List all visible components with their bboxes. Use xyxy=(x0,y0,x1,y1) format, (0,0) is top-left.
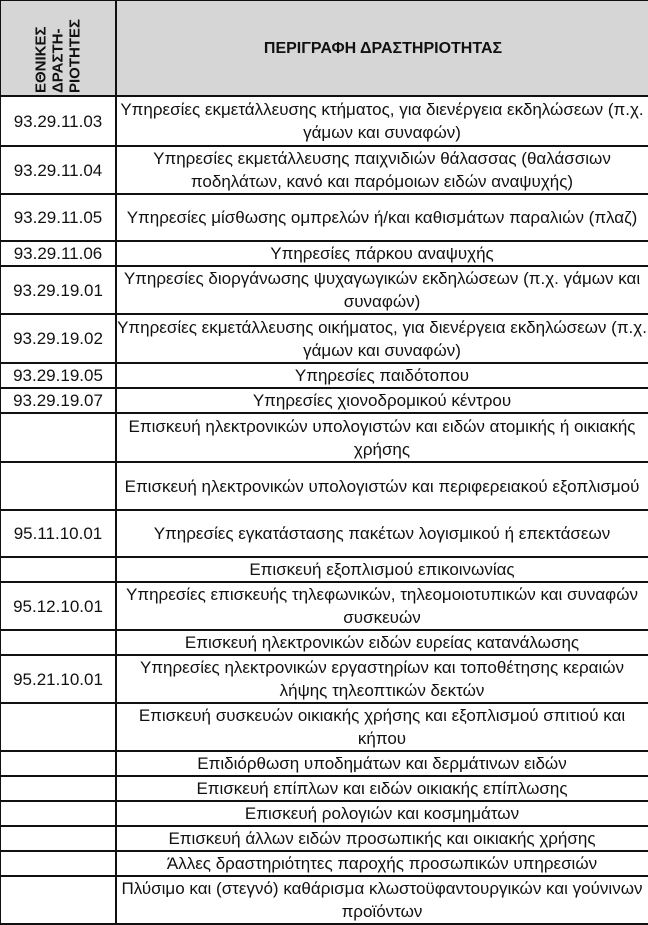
activity-code: 95.11.10.01 xyxy=(0,510,116,557)
table-row xyxy=(0,462,648,510)
activity-description: Υπηρεσίες διοργάνωσης ψυχαγωγικών εκδηλώσεων (π.χ. γάμων και συναφών) xyxy=(116,266,648,314)
activity-code xyxy=(0,851,116,876)
activity-code xyxy=(0,776,116,801)
table-row xyxy=(0,751,648,776)
activity-code xyxy=(0,462,116,510)
table-row xyxy=(0,876,648,924)
activity-code xyxy=(0,557,116,582)
table-row xyxy=(0,363,648,388)
activity-description: Υπηρεσίες ηλεκτρονικών εργαστηρίων και τοποθέτησης κεραιών λήψης τηλεοπτικών δεκτών xyxy=(116,655,648,703)
activity-code: 95.21.10.01 xyxy=(0,655,116,703)
activity-code: 93.29.19.05 xyxy=(0,363,116,388)
activity-code: 93.29.11.05 xyxy=(0,194,116,241)
activity-description: Υπηρεσίες εγκατάστασης πακέτων λογισμικού ή επεκτάσεων xyxy=(116,510,648,557)
description-column-header: ΠΕΡΙΓΡΑΦΗ ΔΡΑΣΤΗΡΙΟΤΗΤΑΣ xyxy=(116,0,648,96)
table-row xyxy=(0,582,648,630)
activity-code: 93.29.11.06 xyxy=(0,241,116,266)
activity-code: 93.29.11.03 xyxy=(0,96,116,146)
activity-description: Επισκευή ηλεκτρονικών υπολογιστών και ειδών ατομικής ή οικιακής χρήσης xyxy=(116,413,648,462)
activity-description: Επισκευή επίπλων και ειδών οικιακής επίπλωσης xyxy=(116,776,648,801)
activity-description: Άλλες δραστηριότητες παροχής προσωπικών υπηρεσιών xyxy=(116,851,648,876)
table-row xyxy=(0,826,648,851)
table-row xyxy=(0,655,648,703)
activity-description: Επισκευή εξοπλισμού επικοινωνίας xyxy=(116,557,648,582)
activity-code: 95.12.10.01 xyxy=(0,582,116,630)
table-row xyxy=(0,801,648,826)
activity-description: Υπηρεσίες χιονοδρομικού κέντρου xyxy=(116,388,648,413)
activity-description: Επισκευή συσκευών οικιακής χρήσης και εξοπλισμού σπιτιού και κήπου xyxy=(116,703,648,751)
activity-code: 93.29.19.07 xyxy=(0,388,116,413)
table-row xyxy=(0,413,648,462)
table-row xyxy=(0,241,648,266)
code-column-header xyxy=(0,0,116,96)
activity-code xyxy=(0,801,116,826)
activity-code xyxy=(0,703,116,751)
activity-description: Επισκευή ηλεκτρονικών υπολογιστών και περιφερειακού εξοπλισμού xyxy=(116,462,648,510)
activity-description: Επισκευή ρολογιών και κοσμημάτων xyxy=(116,801,648,826)
activity-description: Υπηρεσίες εκμετάλλευσης παιχνιδιών θάλασσας (θαλάσσιων ποδηλάτων, κανό και παρόμοιων ειδών αναψυχής) xyxy=(116,146,648,194)
table-row xyxy=(0,776,648,801)
activity-description: Υπηρεσίες εκμετάλλευσης οικήματος, για διενέργεια εκδηλώσεων (π.χ. γάμων και συναφών) xyxy=(116,314,648,363)
activity-description: Υπηρεσίες πάρκου αναψυχής xyxy=(116,241,648,266)
activity-description: Υπηρεσίες παιδότοπου xyxy=(116,363,648,388)
activity-code: 93.29.19.01 xyxy=(0,266,116,314)
table-row xyxy=(0,388,648,413)
activity-description: Επιδιόρθωση υποδημάτων και δερμάτινων ειδών xyxy=(116,751,648,776)
activity-description: Επισκευή ηλεκτρονικών ειδών ευρείας κατανάλωσης xyxy=(116,630,648,655)
activity-description: Υπηρεσίες εκμετάλλευσης κτήματος, για διενέργεια εκδηλώσεων (π.χ. γάμων και συναφών) xyxy=(116,96,648,146)
activity-description: Υπηρεσίες επισκευής τηλεφωνικών, τηλεομοιοτυπικών και συναφών συσκευών xyxy=(116,582,648,630)
activity-code xyxy=(0,630,116,655)
table-row xyxy=(0,557,648,582)
activity-code: 93.29.11.04 xyxy=(0,146,116,194)
table-row xyxy=(0,194,648,241)
activity-code xyxy=(0,826,116,851)
table-row xyxy=(0,851,648,876)
activity-code xyxy=(0,413,116,462)
table-row xyxy=(0,266,648,314)
table-row xyxy=(0,96,648,146)
table-row xyxy=(0,510,648,557)
table-row xyxy=(0,314,648,363)
table-row xyxy=(0,146,648,194)
table-row xyxy=(0,630,648,655)
table-body xyxy=(0,96,648,924)
header-row xyxy=(0,0,648,96)
activity-description: Υπηρεσίες μίσθωσης ομπρελών ή/και καθισμάτων παραλιών (πλαζ) xyxy=(116,194,648,241)
code-column-header-text: ΕΘΝΙΚΕΣ ΔΡΑΣΤΗ- ΡΙΟΤΗΤΕΣ xyxy=(32,18,84,93)
activity-code xyxy=(0,876,116,924)
activity-description: Επισκευή άλλων ειδών προσωπικής και οικιακής χρήσης xyxy=(116,826,648,851)
activity-code xyxy=(0,751,116,776)
activity-description: Πλύσιμο και (στεγνό) καθάρισμα κλωστοϋφαντουργικών και γούνινων προϊόντων xyxy=(116,876,648,924)
table-row xyxy=(0,703,648,751)
activity-code: 93.29.19.02 xyxy=(0,314,116,363)
